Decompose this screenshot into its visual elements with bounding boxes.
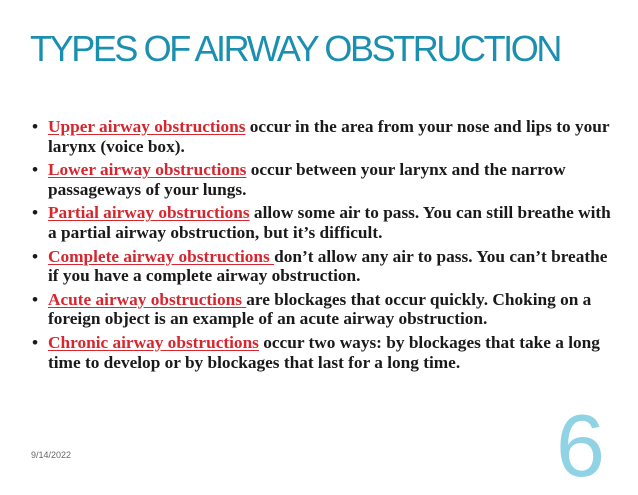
bullet-term: Lower airway obstructions xyxy=(48,160,247,180)
slide-title: TYPES OF AIRWAY OBSTRUCTION xyxy=(30,28,560,69)
bullet-list xyxy=(20,117,620,376)
bullet-term: Acute airway obstructions xyxy=(48,289,247,309)
bullet-item xyxy=(20,247,620,286)
bullet-item xyxy=(20,203,620,242)
bullet-text: occur two ways: by blockages that take a long time to develop or by blockages that last for a long time. xyxy=(48,332,600,372)
bullet-text: allow some air to pass. You can still breathe with a partial airway obstruction, but it’s difficult. xyxy=(48,203,611,242)
bullet-item xyxy=(20,160,620,199)
bullet-item xyxy=(20,333,620,372)
bullet-text: occur in the area from your nose and lips to your larynx (voice box). xyxy=(48,117,610,156)
bullet-term: Partial airway obstructions xyxy=(48,203,250,223)
bullet-text: are blockages that occur quickly. Choking on a foreign object is an example of an acute airway obstruction. xyxy=(48,289,592,329)
bullet-text: occur between your larynx and the narrow passageways of your lungs. xyxy=(48,160,566,199)
slide-date: 9/14/2022 xyxy=(31,450,72,460)
bullet-text: don’t allow any air to pass. You can’t breathe if you have a complete airway obstruction. xyxy=(48,246,608,286)
bullet-item xyxy=(20,117,620,156)
bullet-item xyxy=(20,290,620,329)
bullet-term: Complete airway obstructions xyxy=(48,246,275,266)
slide-number: 6 xyxy=(556,396,605,495)
bullet-term: Chronic airway obstructions xyxy=(48,332,259,352)
bullet-term: Upper airway obstructions xyxy=(48,117,246,136)
